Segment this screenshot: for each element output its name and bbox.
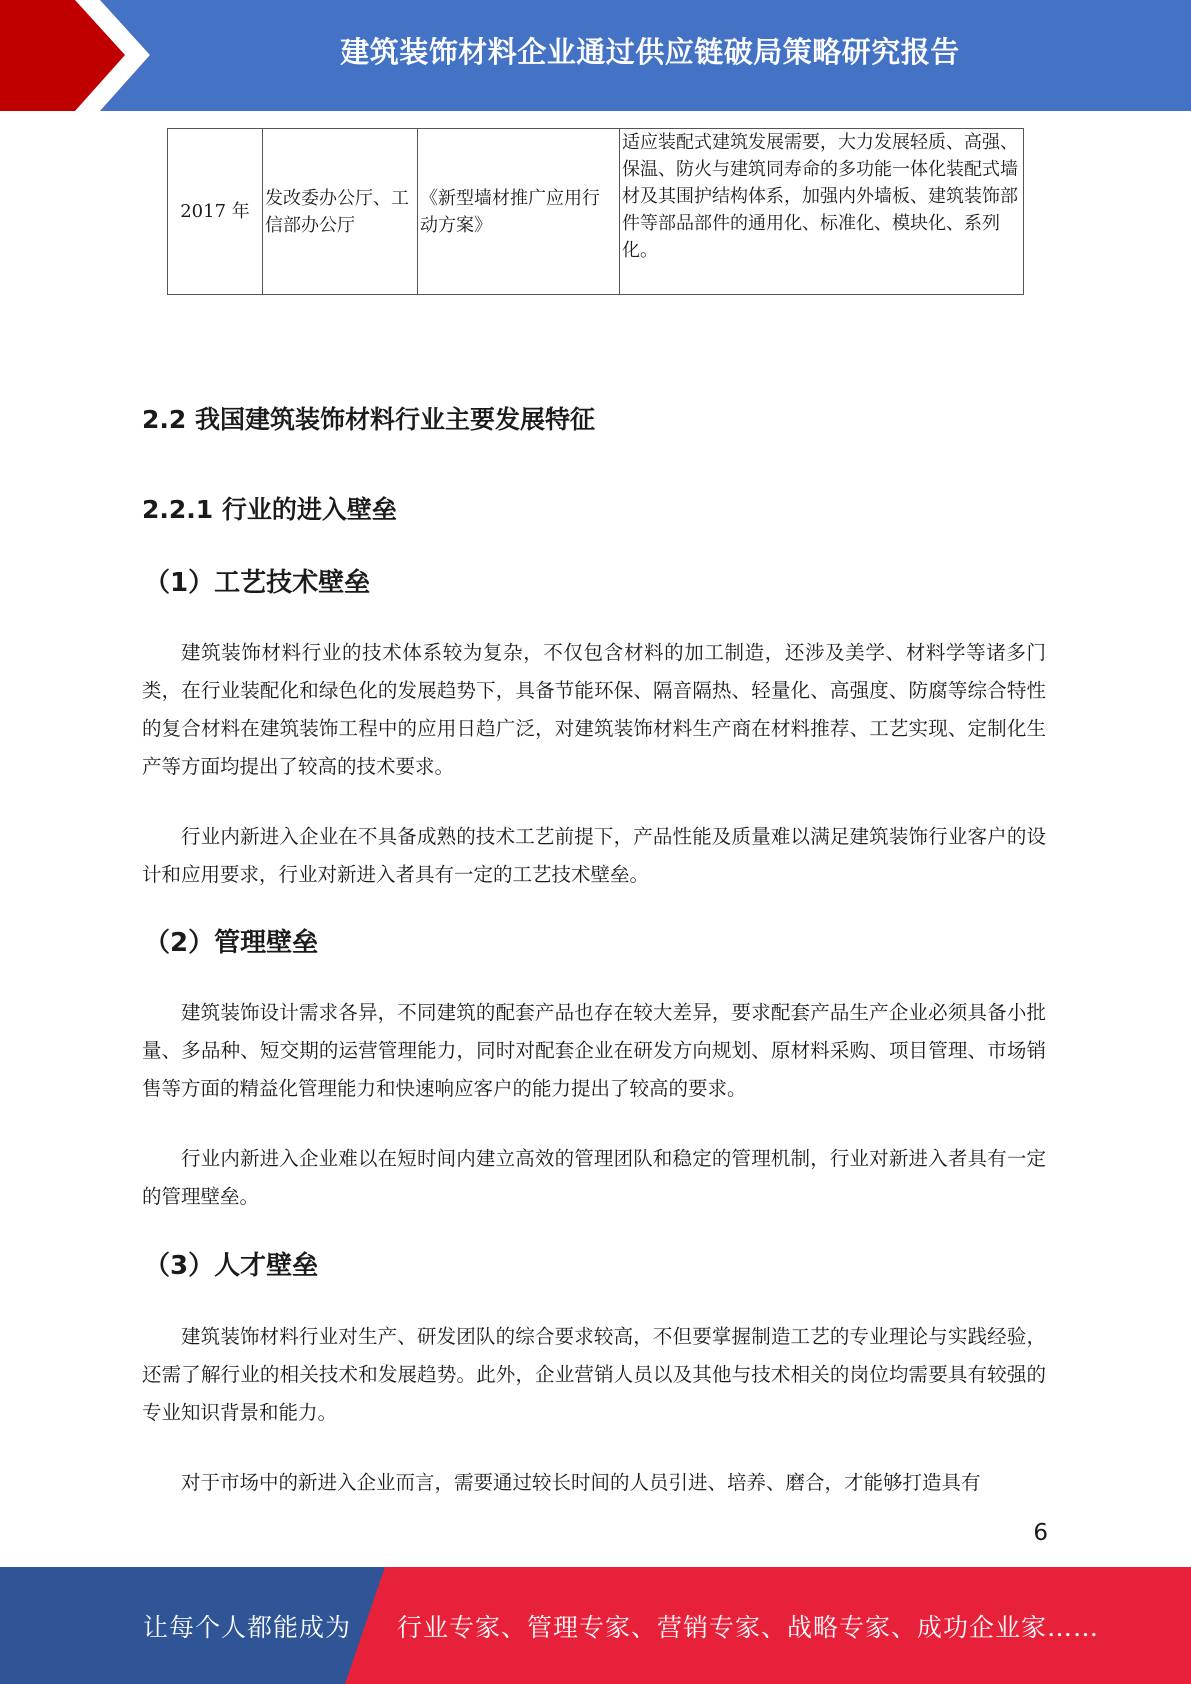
footer-slogan-right: 行业专家、管理专家、营销专家、战略专家、成功企业家…… — [397, 1612, 1100, 1642]
table-cell-year: 2017 年 — [168, 129, 263, 295]
paragraph: 行业内新进入企业在不具备成熟的技术工艺前提下，产品性能及质量难以满足建筑装饰行业客户的设计和应用要求，行业对新进入者具有一定的工艺技术壁垒。 — [142, 825, 1046, 886]
paragraph: 建筑装饰材料行业的技术体系较为复杂，不仅包含材料的加工制造，还涉及美学、材料学等诸多门类，在行业装配化和绿色化的发展趋势下，具备节能环保、隔音隔热、轻量化、高强度、防腐等综合特性的复合材料在建筑装饰工程中的应用日趋广泛，对建筑装饰材料生产商在材料推荐、工艺实现、定制化生产等方面均提出了较高的技术要求。 — [142, 641, 1046, 778]
table-cell-content: 适应装配式建筑发展需要，大力发展轻质、高强、保温、防火与建筑同寿命的多功能一体化装配式墙材及其围护结构体系，加强内外墙板、建筑装饰部件等部品部件的通用化、标准化、模块化、系列化。 — [620, 129, 1024, 295]
paragraph: 行业内新进入企业难以在短时间内建立高效的管理团队和稳定的管理机制，行业对新进入者具有一定的管理壁垒。 — [142, 1147, 1046, 1208]
page-number: 6 — [1033, 1520, 1048, 1546]
paragraph: 建筑装饰设计需求各异，不同建筑的配套产品也存在较大差异，要求配套产品生产企业必须具备小批量、多品种、短交期的运营管理能力，同时对配套企业在研发方向规划、原材料采购、项目管理、市场销售等方面的精益化管理能力和快速响应客户的能力提出了较高的要求。 — [142, 1001, 1046, 1100]
subheading-management-barrier: （2）管理壁垒 — [144, 928, 319, 958]
table-row — [168, 129, 1024, 295]
table-cell-document: 《新型墙材推广应用行动方案》 — [418, 129, 620, 295]
section-heading-2-2: 2.2 我国建筑装饰材料行业主要发展特征 — [142, 405, 595, 434]
subheading-process-barrier: （1）工艺技术壁垒 — [144, 568, 371, 598]
page-header — [0, 0, 1191, 111]
report-title: 建筑装饰材料企业通过供应链破局策略研究报告 — [340, 34, 960, 69]
header-arrow-decoration — [0, 0, 160, 111]
table-cell-issuer: 发改委办公厅、工信部办公厅 — [263, 129, 418, 295]
footer-slogan-left: 让每个人都能成为 — [143, 1612, 352, 1642]
page-footer — [0, 1567, 1191, 1684]
paragraph: 建筑装饰材料行业对生产、研发团队的综合要求较高，不但要掌握制造工艺的专业理论与实践经验，还需了解行业的相关技术和发展趋势。此外，企业营销人员以及其他与技术相关的岗位均需要具有较强的专业知识背景和能力。 — [142, 1325, 1046, 1424]
paragraph: 对于市场中的新进入企业而言，需要通过较长时间的人员引进、培养、磨合，才能够打造具有 — [181, 1471, 981, 1494]
section-heading-2-2-1: 2.2.1 行业的进入壁垒 — [142, 495, 397, 524]
subheading-talent-barrier: （3）人才壁垒 — [144, 1251, 319, 1281]
policy-table — [167, 128, 1024, 295]
